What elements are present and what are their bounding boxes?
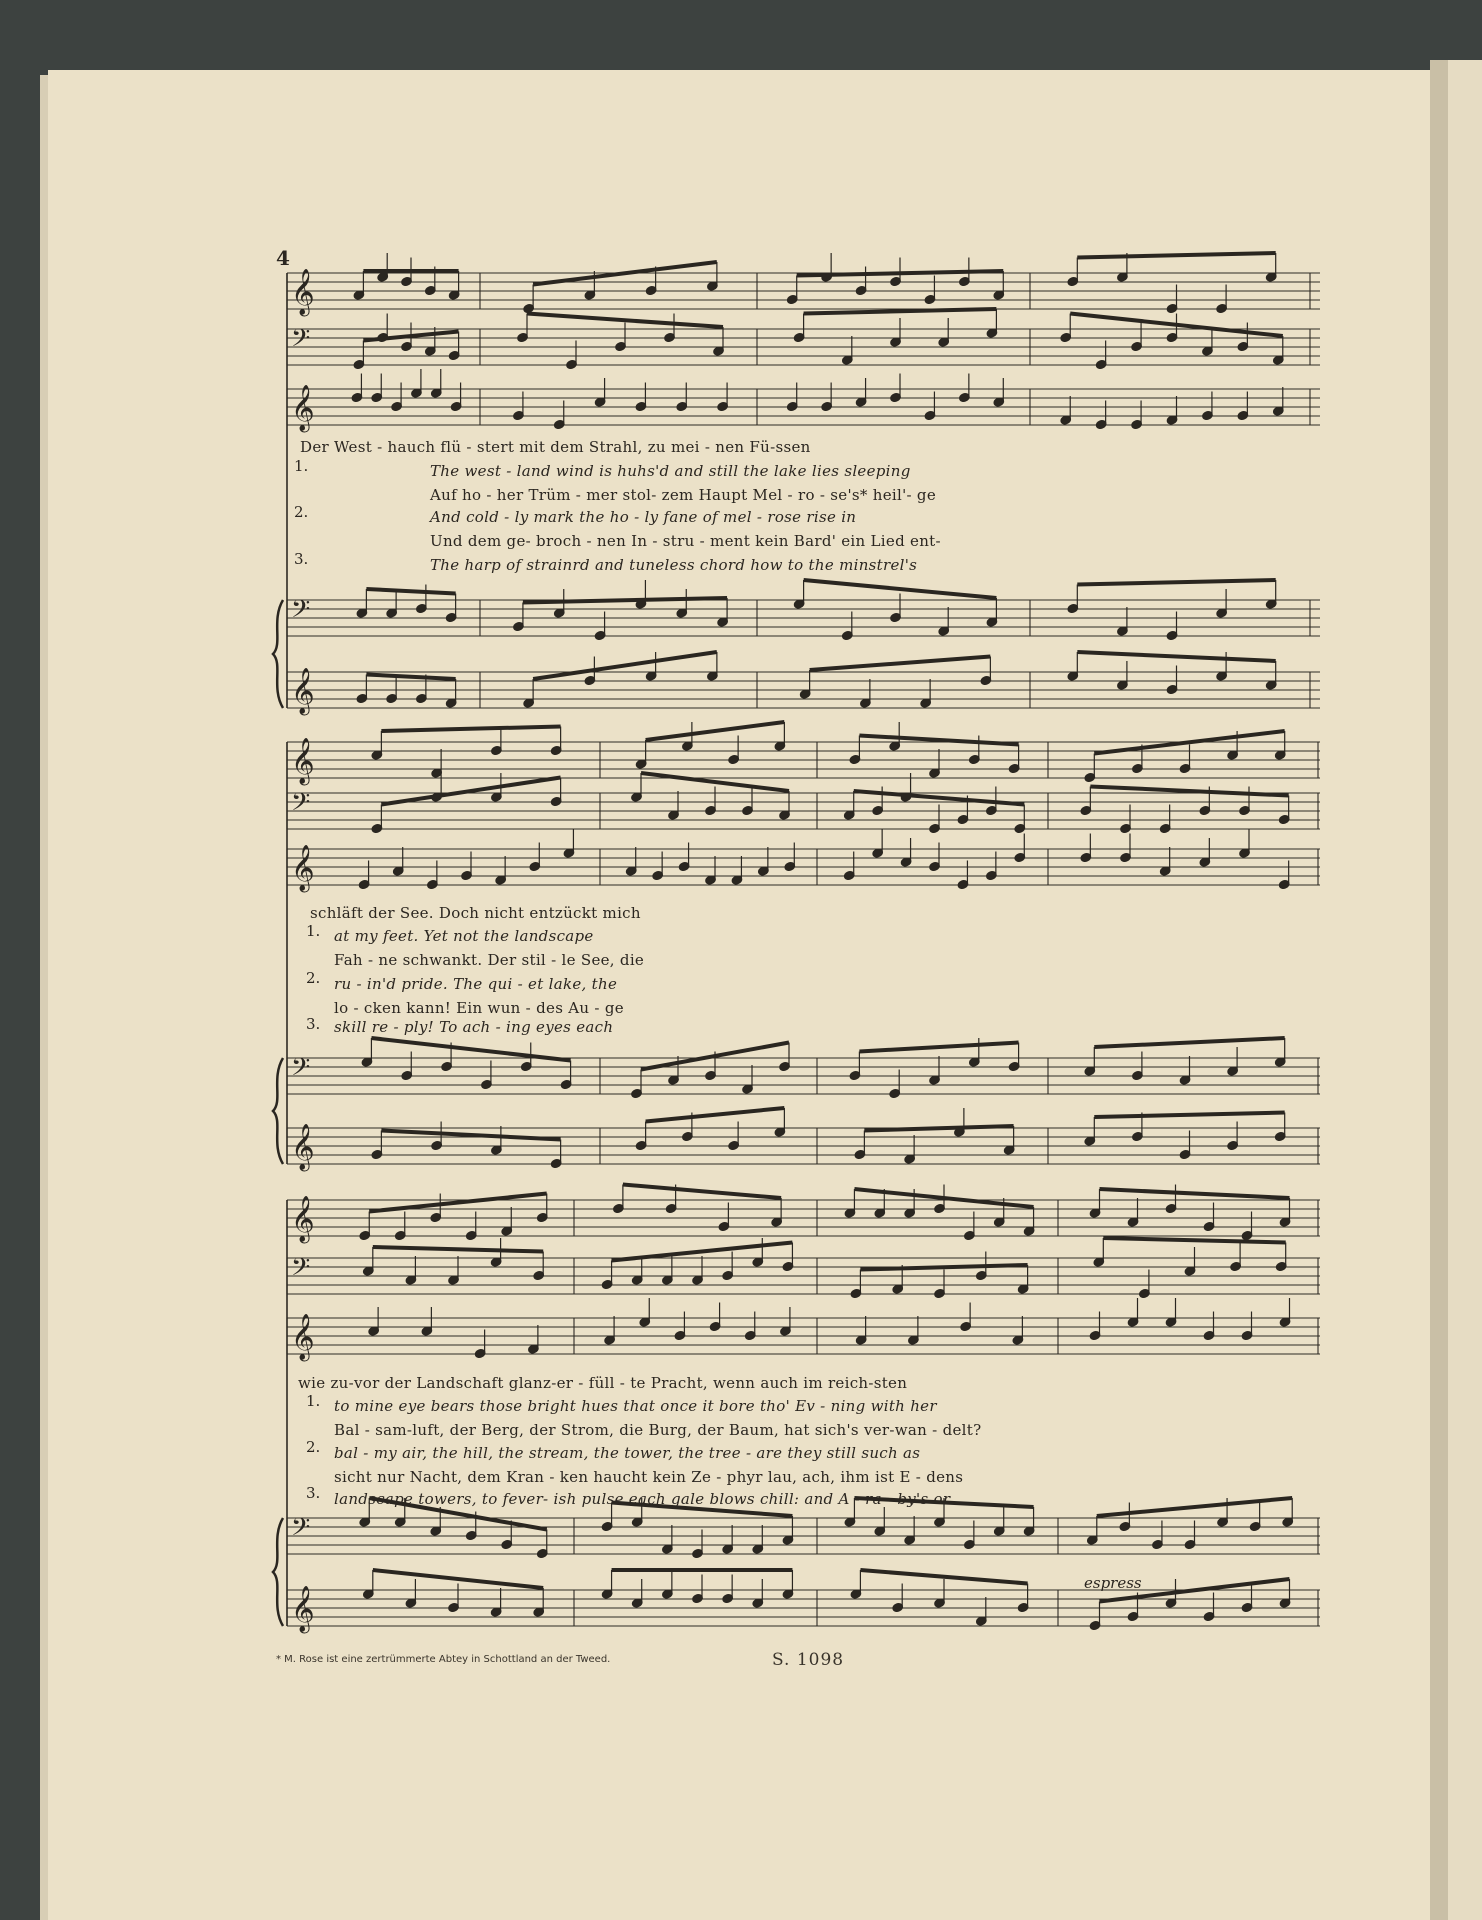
page-number: 4	[276, 246, 290, 270]
lyric-line-s3-v1-english: to mine eye bears those bright hues that once it bore tho' Ev - ning with her	[334, 1397, 937, 1415]
treble-clef-icon: 𝄞	[291, 1124, 315, 1170]
verse-number: 1.	[306, 922, 321, 940]
note-beam	[366, 675, 455, 680]
verse-number: 2.	[306, 1438, 321, 1456]
footnote: * M. Rose ist eine zertrümmerte Abtey in Schottland an der Tweed.	[276, 1654, 611, 1665]
note-beam	[804, 309, 997, 314]
verse-number: 3.	[306, 1015, 321, 1033]
note-beam	[1077, 253, 1275, 258]
note-beam	[860, 1265, 1027, 1270]
note-beam	[810, 657, 991, 671]
lyric-line-s1-v3-english: The harp of strainrd and tuneless chord how to the minstrel's	[430, 556, 918, 574]
verse-number: 1.	[306, 1392, 321, 1410]
bass-clef-icon: 𝄢	[291, 788, 311, 823]
bass-clef-icon: 𝄢	[291, 1053, 311, 1088]
note-beam	[859, 736, 1018, 745]
verse-number: 3.	[306, 1484, 321, 1502]
treble-clef-icon: 𝄞	[291, 1586, 315, 1632]
note-beam	[623, 1185, 781, 1199]
lyric-line-s1-v1-german: Der West - hauch flü - stert mit dem Strahl, zu mei - nen Fü-ssen	[300, 438, 811, 456]
bass-clef-icon: 𝄢	[291, 1253, 311, 1288]
note-beam	[646, 1108, 785, 1122]
expression-marking: espress	[1084, 1574, 1142, 1592]
piano-brace	[273, 1058, 283, 1164]
note-beam	[371, 1038, 570, 1061]
note-beam	[381, 727, 560, 732]
bass-clef-icon: 𝄢	[291, 1513, 311, 1548]
lyric-line-s2-v1-german: schläft der See. Doch nicht entzückt mich	[310, 904, 641, 922]
treble-clef-icon: 𝄞	[291, 385, 315, 431]
verse-number: 1.	[294, 457, 309, 475]
verse-number: 2.	[294, 503, 309, 521]
verse-number: 3.	[294, 550, 309, 568]
lyric-line-s2-v1-english: at my feet. Yet not the landscape	[334, 927, 594, 945]
plate-number: S. 1098	[772, 1650, 845, 1670]
lyric-line-s3-v2-german: Bal - sam-luft, der Berg, der Strom, die Burg, der Baum, hat sich's ver-wan - delt?	[334, 1421, 982, 1439]
note-beam	[864, 1126, 1013, 1131]
treble-clef-icon: 𝄞	[291, 269, 315, 315]
note-beam	[366, 589, 455, 594]
lyric-line-s1-v1-english: The west - land wind is huhs'd and still the lake lies sleeping	[430, 462, 911, 480]
note-beam	[373, 1247, 543, 1252]
verse-number: 2.	[306, 969, 321, 987]
treble-clef-icon: 𝄞	[291, 738, 315, 784]
lyric-line-s3-v3-german: sicht nur Nacht, dem Kran - ken haucht kein Ze - phyr lau, ach, ihm ist E - dens	[334, 1468, 964, 1486]
treble-clef-icon: 𝄞	[291, 1314, 315, 1360]
note-beam	[1090, 787, 1288, 796]
lyric-line-s3-v2-english: bal - my air, the hill, the stream, the tower, the tree - are they still such as	[334, 1444, 921, 1462]
note-beam	[797, 271, 1004, 276]
note-beam	[381, 778, 560, 805]
bass-clef-icon: 𝄢	[291, 324, 311, 359]
note-beam	[859, 1043, 1018, 1052]
lyric-line-s2-v2-english: ru - in'd pride. The qui - et lake, the	[334, 975, 618, 993]
lyric-line-s3-v3-english: landscape towers, to fever- ish pulse each gale blows chill: and A - ra - by's or	[334, 1490, 951, 1508]
lyric-line-s1-v2-german: Auf ho - her Trüm - mer stol- zem Haupt Mel - ro - se's* heil'- ge	[430, 486, 937, 504]
lyric-line-s2-v3-english: skill re - ply! To ach - ing eyes each	[334, 1018, 614, 1036]
lyric-line-s3-v1-german: wie zu-vor der Landschaft glanz-er - füll - te Pracht, wenn auch im reich-sten	[298, 1374, 908, 1392]
lyric-line-s2-v2-german: Fah - ne schwankt. Der stil - le See, die	[334, 951, 645, 969]
note-beam	[1094, 1038, 1284, 1047]
note-beam	[523, 598, 727, 603]
lyric-line-s1-v2-english: And cold - ly mark the ho - ly fane of mel - rose rise in	[430, 508, 857, 526]
note-beam	[1077, 580, 1275, 585]
note-beam	[381, 1131, 560, 1140]
bass-clef-icon: 𝄢	[291, 595, 311, 630]
note-beam	[1100, 1189, 1290, 1198]
treble-clef-icon: 𝄞	[291, 1196, 315, 1242]
piano-brace	[273, 600, 283, 708]
note-beam	[646, 722, 785, 740]
note-beam	[1094, 1113, 1284, 1118]
treble-clef-icon: 𝄞	[291, 668, 315, 714]
lyric-line-s1-v3-german: Und dem ge- broch - nen In - stru - ment kein Bard' ein Lied ent-	[430, 532, 941, 550]
lyric-line-s2-v3-german: lo - cken kann! Ein wun - des Au - ge	[334, 999, 624, 1017]
note-beam	[1077, 652, 1275, 661]
piano-brace	[273, 1518, 283, 1626]
note-beam	[533, 652, 717, 679]
note-beam	[1103, 1238, 1285, 1243]
treble-clef-icon: 𝄞	[291, 845, 315, 891]
